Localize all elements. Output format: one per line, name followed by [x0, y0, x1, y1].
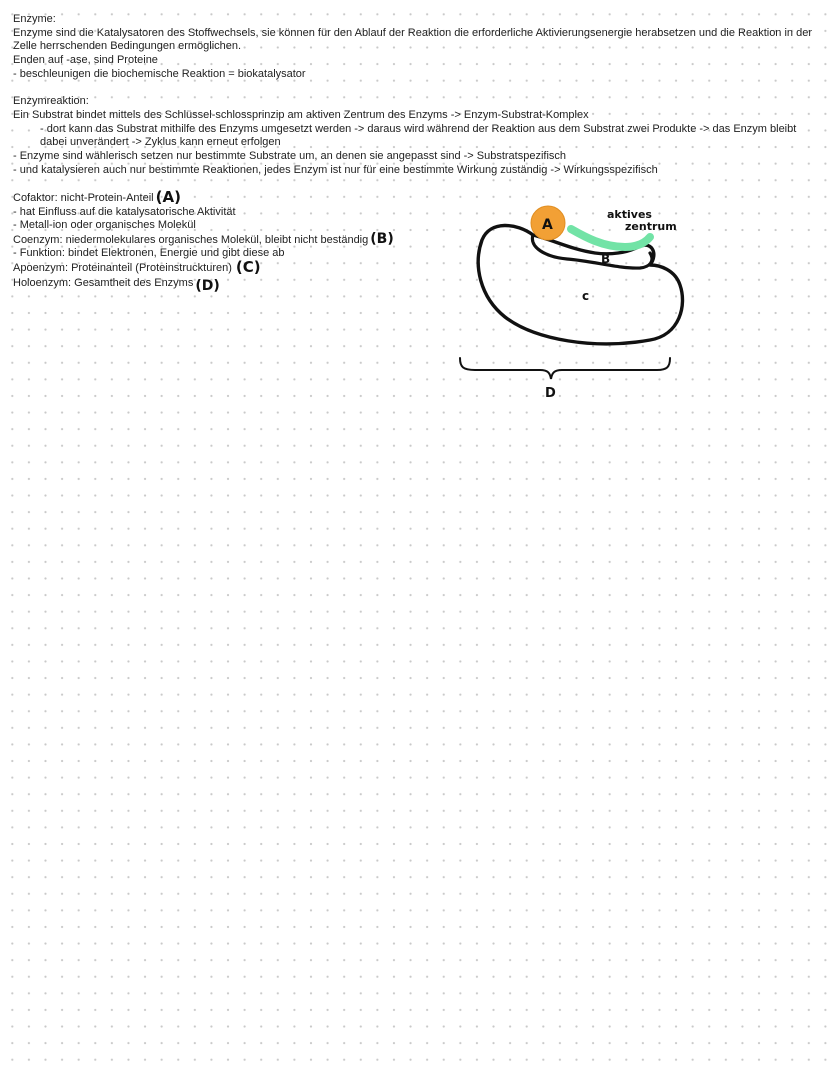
diagram-label-b: B: [601, 252, 611, 266]
coenzyme-text: Coenzym: niedermolekulares organisches Molekül, bleibt nicht beständig: [13, 233, 369, 246]
reaction-point-4: - und katalysieren auch nur bestimmte Reaktionen, jedes Enzym ist nur für eine bestimmte Wirkung zuständig -> Wirkungsspezifisch: [13, 163, 658, 176]
enzyme-diagram: [445, 195, 695, 405]
spacer: [13, 82, 813, 96]
coenzyme-point-1: - Funktion: bindet Elektronen, Energie und gibt diese ab: [13, 247, 285, 260]
handwritten-mark-b: (B): [370, 230, 394, 247]
apoenzyme-text: Apoenzym: Proteinanteil (Proteinstruckturen): [13, 261, 232, 274]
holoenzyme-text: Holoenzym: Gesamtheit des Enzyms: [13, 276, 194, 289]
cofactor-text: Cofaktor: nicht-Protein-Anteil: [13, 191, 154, 204]
active-site-label-line1: aktives: [607, 208, 652, 221]
reaction-heading: Enzymreaktion:: [13, 95, 89, 108]
enzyme-accelerate-note: - beschleunigen die biochemische Reaktion = biokatalysator: [13, 67, 306, 80]
diagram-label-d: D: [545, 386, 556, 401]
enzyme-heading: Enzyme:: [13, 13, 56, 25]
handwritten-mark-a: (A): [155, 188, 181, 207]
holoenzyme-brace: [460, 358, 670, 379]
handwritten-mark-d: (D): [195, 277, 220, 294]
enzyme-definition: Enzyme sind die Katalysatoren des Stoffwechsels, sie können für den Ablauf der Reaktion die erforderliche Aktivierungsenergie herabsetzen und die Reaktion in der Zelle herrschenden Bedingungen ermöglichen.: [13, 26, 812, 53]
diagram-label-c: c: [582, 289, 590, 303]
reaction-point-1: Ein Substrat bindet mittels des Schlüssel-schlossprinzip am aktiven Zentrum des Enzyms -> Enzym-Substrat-Komplex: [13, 108, 589, 121]
enzyme-body-outline: [478, 225, 682, 343]
handwritten-mark-c: (C): [235, 258, 261, 277]
diagram-label-a: A: [542, 217, 553, 233]
spacer: [13, 177, 813, 191]
enzyme-ending-note: Enden auf -ase, sind Proteine: [13, 54, 158, 67]
active-site-label-line2: zentrum: [625, 220, 677, 233]
cofactor-point-2: - Metall-ion oder organisches Molekül: [13, 219, 196, 232]
reaction-point-3: - Enzyme sind wählerisch setzen nur bestimmte Substrate um, an denen sie angepasst sind -> Substratspezifisch: [13, 150, 567, 163]
cofactor-point-1: - hat Einfluss auf die katalysatorische Aktivität: [13, 205, 236, 218]
reaction-point-2: - dort kann das Substrat mithilfe des Enzyms umgesetzt werden -> daraus wird während der Reaktion aus dem Substrat zwei Produkte -> das Enzym bleibt dabei unverändert -> Zyklus kann erneut erfolgen: [40, 122, 797, 149]
